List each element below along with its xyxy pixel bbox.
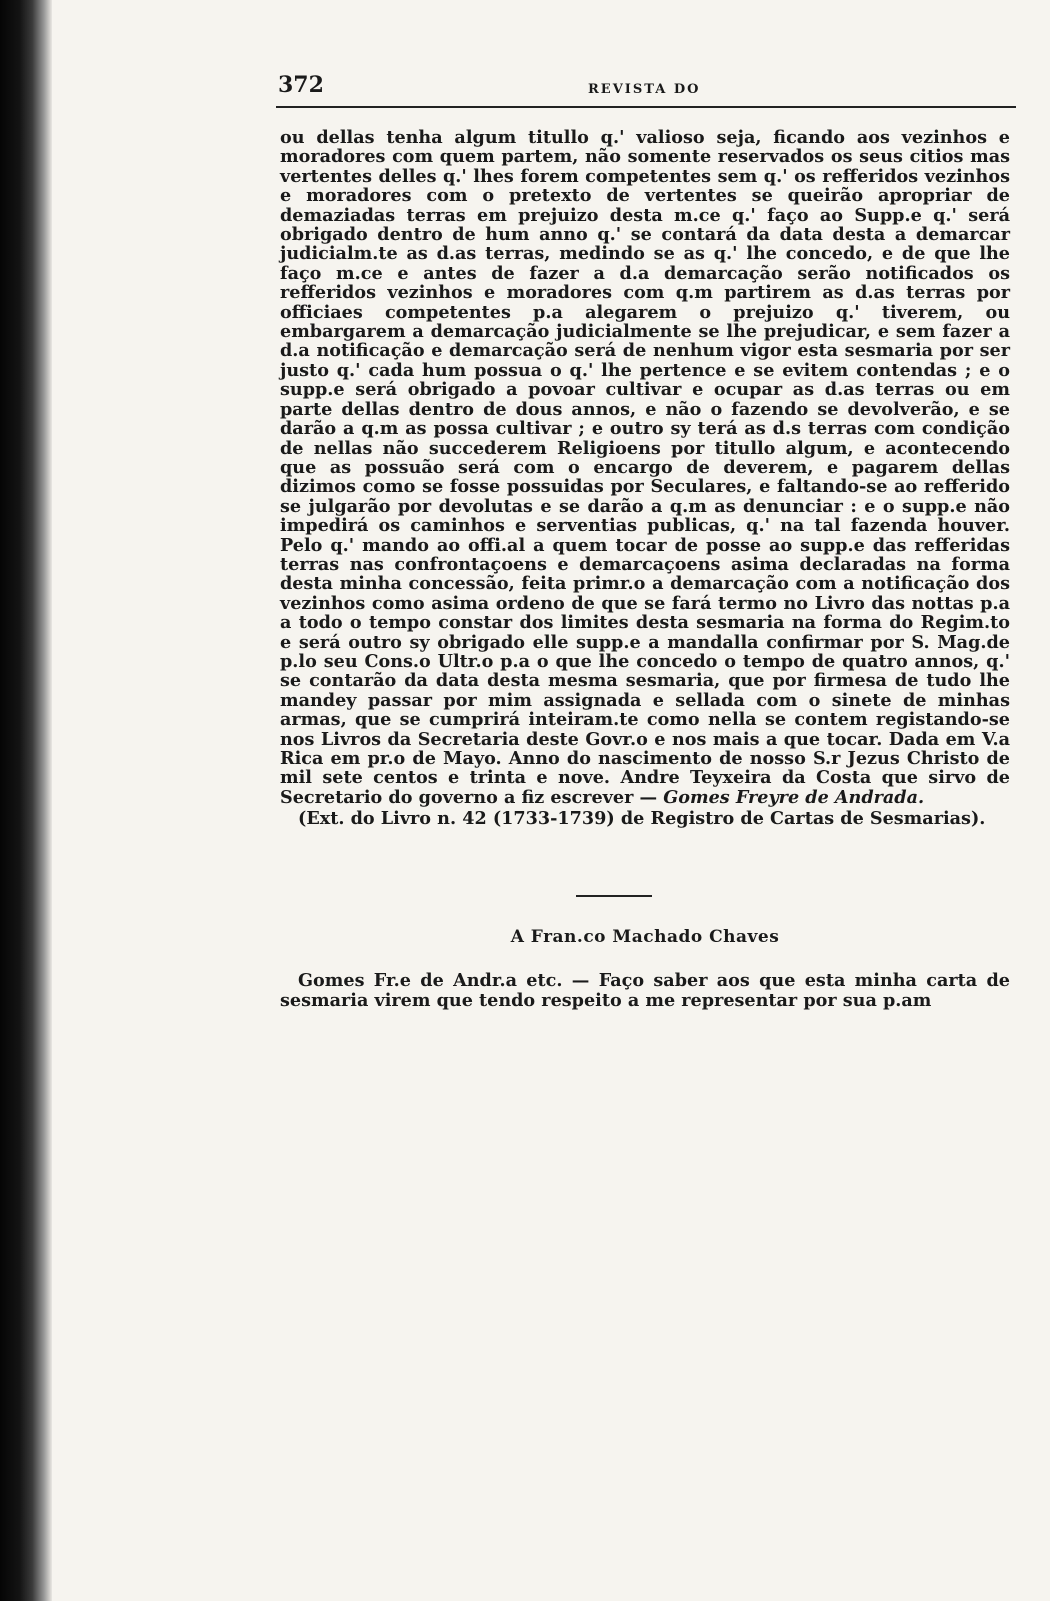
body-paragraph — [280, 128, 1010, 807]
running-head: REVISTA DO — [588, 82, 701, 97]
book-binding-shadow — [0, 0, 52, 1601]
source-note: (Ext. do Livro n. 42 (1733-1739) de Registro de Cartas de Sesmarias). — [298, 808, 986, 830]
page-header — [268, 66, 1028, 98]
final-paragraph: Gomes Fr.e de Andr.a etc. — Faço saber aos que esta minha carta de sesmaria virem que tendo respeito a me representar por sua p.am — [280, 969, 1010, 1011]
section-divider — [576, 895, 652, 897]
page — [268, 66, 1028, 1011]
header-rule — [276, 106, 1016, 108]
body-text: ou dellas tenha algum titullo q.' valioso seja, ficando aos vezinhos e moradores com quem partem, não somente reservados os seus citios mas vertentes delles q.' lhes forem competentes sem q.' os refferidos vezinhos e moradores com o pretexto de vertentes se queirão apropriar de demaziadas terras em prejuizo desta m.ce q.' faço ao Supp.e q.' será obrigado dentro de hum anno q.' se contará da data desta a demarcar judicialm.te as d.as terras, medindo se as q.' lhe concedo, e de que lhe faço m.ce e antes de fazer a d.a demarcação serão notificados os refferidos vezinhos e moradores com q.m partirem as d.as terras por officiaes competentes p.a alegarem o prejuizo q.' tiverem, ou embargarem a demarcação judicialmente se lhe prejudicar, e sem fazer a d.a notificação e demarcação será de nenhum vigor esta sesmaria por ser justo q.' cada hum possua o q.' lhe pertence e se evitem contendas ; e o supp.e será obrigado a povoar cultivar e ocupar as d.as terras ou em parte dellas dentro de dous annos, e não o fazendo se devolverão, e se darão a q.m as possa cultivar ; e outro sy terá as d.s terras com condição de nellas não succederem Religioens por titullo algum, e acontecendo que as possuão será com o encargo de deverem, e pagarem dellas dizimos como se fosse possuidas por Seculares, e faltando-se ao refferido se julgarão por devolutas e se darão a q.m as denunciar : e o supp.e não impedirá os caminhos e serventias publicas, q.' na tal fazenda houver. Pelo q.' mando ao offi.al a quem tocar de posse ao supp.e das refferidas terras nas confrontaçoens e demarcaçoens asima declaradas na forma desta minha concessão, feita primr.o a demarcação com a notificação dos vezinhos como asima ordeno de que se fará termo no Livro das nottas p.a a todo o tempo constar dos limites desta sesmaria na forma do Regim.to e será outro sy obrigado elle supp.e a mandalla confirmar por S. Mag.de p.lo seu Cons.o Ultr.o p.a o que lhe concedo o tempo de quatro annos, q.' se contarão da data desta mesma sesmaria, que por firmesa de tudo lhe mandey passar por mim assignada e sellada com o sinete de minhas armas, que se cumprirá inteiram.te como nella se contem registando-se nos Livros da Secretaria deste Govr.o e nos mais a que tocar. Dada em V.a Rica em pr.o de Mayo. Anno do nascimento de nosso S.r Jezus Christo de mil sete centos e trinta e nove. Andre Teyxeira da Costa que sirvo de Secretario do governo a fiz escrever — — [280, 127, 1010, 808]
signature: Gomes Freyre de Andrada. — [663, 786, 925, 808]
section-heading: A Fran.co Machado Chaves — [510, 926, 780, 947]
page-number: 372 — [278, 72, 324, 98]
